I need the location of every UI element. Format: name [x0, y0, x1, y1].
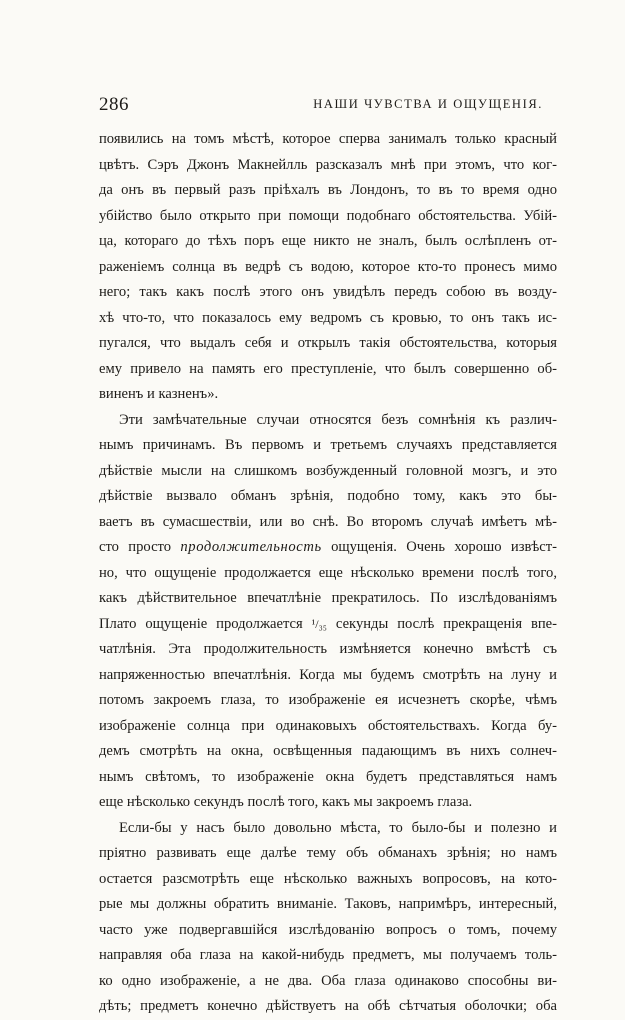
text-line: дѣть; предметъ конечно дѣйствуетъ на обѣ сѣтчатыя оболочки; оба	[99, 998, 557, 1014]
text-fragment: Плато ощущеніе продолжается	[99, 615, 303, 632]
text-line: виненъ и казненъ».	[99, 386, 219, 402]
fraction: ¹/₃₅	[311, 616, 327, 631]
text-line: изображеніе солнца при одинаковыхъ обстоятельствахъ. Когда бу-	[99, 717, 557, 734]
text-line: какъ дѣйствительное впечатлѣніе прекратилось. По изслѣдованіямъ	[99, 590, 557, 606]
text-fragment: секунды послѣ прекращенія впе-	[335, 615, 557, 632]
running-head: НАШИ ЧУВСТВА И ОЩУЩЕНІЯ.	[313, 97, 543, 111]
text-line: да онъ въ первый разъ пріѣхалъ въ Лондонъ, то въ то время одно	[99, 182, 557, 198]
text-line: дѣйствіе вызвало обманъ зрѣнія, подобно тому, какъ это бы-	[99, 488, 557, 504]
page-number: 286	[99, 94, 129, 115]
text-line: ваетъ въ сумасшествіи, или во снѣ. Во второмъ случаѣ имѣетъ мѣ-	[99, 513, 557, 530]
text-line: пугался, что выдалъ себя и открылъ такія обстоятельства, которыя	[99, 335, 557, 351]
text-line: пріятно развивать еще далѣе тему объ обманахъ зрѣнія; но намъ	[99, 845, 557, 861]
text-line: часто уже подвергавшійся изслѣдованію вопросъ о томъ, почему	[99, 921, 557, 938]
text-line: направляя оба глаза на какой-нибудь предметъ, мы получаемъ толь-	[99, 947, 557, 963]
text-line: убійство было открыто при помощи подобнаго обстоятельства. Убій-	[99, 207, 557, 224]
text-line: нымъ причинамъ. Въ первомъ и третьемъ случаяхъ представляется	[99, 437, 557, 453]
text-line: дѣйствіе мысли на слишкомъ возбужденный головной мозгъ, и это	[99, 462, 557, 479]
text-line: демъ смотрѣть на окна, освѣщенныя падающимъ въ нихъ солнеч-	[99, 743, 557, 759]
text-line: хѣ что-то, что показалось ему ведромъ съ кровью, то онъ такъ ис-	[99, 309, 557, 326]
text-line: раженіемъ солнца въ ведрѣ съ водою, которое кто-то пронесъ мимо	[99, 258, 557, 275]
text-fragment: ощущенія. Очень хорошо извѣст-	[331, 539, 557, 555]
text-line: ко одно изображеніе, а не два. Оба глаза одинаково способны ви-	[99, 972, 557, 989]
text-line: напряженностью впечатлѣнія. Когда мы будемъ смотрѣть на луну и	[99, 666, 557, 683]
page-header	[99, 94, 543, 115]
text-line: цвѣтъ. Сэръ Джонъ Макнейлль разсказалъ мнѣ при этомъ, что ког-	[99, 156, 557, 173]
text-line: рые мы должны обратить вниманіе. Таковъ, напримѣръ, интересный,	[99, 896, 557, 912]
text-line: ему привело на память его преступленіе, что былъ совершенно об-	[99, 360, 557, 377]
text-fragment: сто просто	[99, 539, 172, 555]
text-line: нымъ свѣтомъ, то изображеніе окна будетъ представляться намъ	[99, 768, 557, 785]
text-line: но, что ощущеніе продолжается еще нѣсколько времени послѣ того,	[99, 564, 557, 581]
text-line-with-emphasis	[99, 535, 557, 561]
text-line: потомъ закроемъ глаза, то изображеніе ея исчезнетъ скорѣе, чѣмъ	[99, 692, 557, 708]
text-line: ца, котораго до тѣхъ поръ еще никто не зналъ, былъ ослѣпленъ от-	[99, 233, 557, 249]
text-line: Эти замѣчательные случаи относятся безъ сомнѣнія къ различ-	[119, 411, 557, 428]
text-line: него; такъ какъ послѣ этого онъ увидѣлъ передъ собою въ возду-	[99, 284, 557, 300]
text-line: еще нѣсколько секундъ послѣ того, какъ мы закроемъ глаза.	[99, 794, 473, 810]
text-line: появились на томъ мѣстѣ, которое сперва занималъ только красный	[99, 131, 557, 147]
text-line: Если-бы у насъ было довольно мѣста, то было-бы и полезно и	[119, 819, 557, 836]
text-line-with-fraction	[99, 612, 557, 638]
text-line: чатлѣнія. Эта продолжительность измѣняется конечно вмѣстѣ съ	[99, 641, 557, 657]
text-line: остается разсмотрѣть еще нѣсколько важныхъ вопросовъ, на кото-	[99, 870, 557, 887]
body-text	[99, 127, 557, 1020]
emphasized-term: продолжительность	[180, 539, 322, 555]
